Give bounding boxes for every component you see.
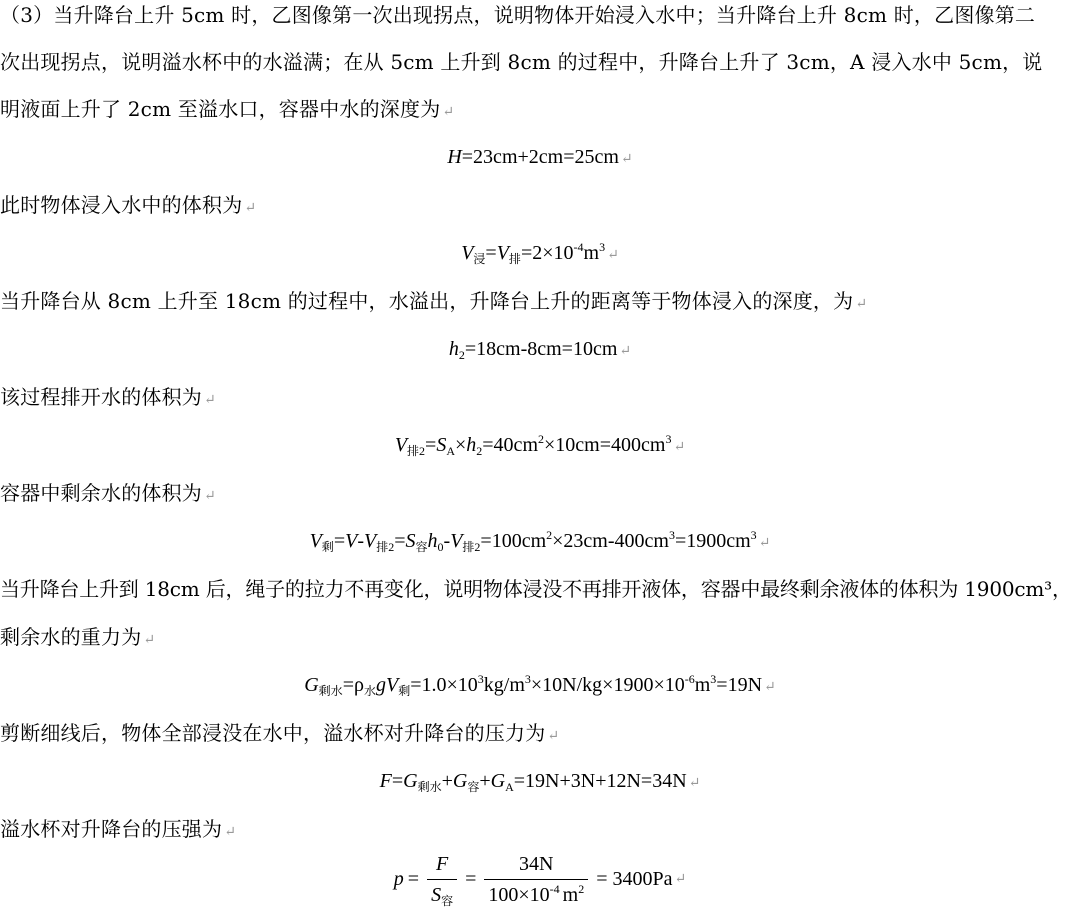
fraction-force-over-area — [427, 851, 457, 908]
eq-symbol: G — [403, 770, 418, 792]
eq-symbol: p — [393, 868, 404, 890]
fraction-numeric — [484, 851, 588, 908]
equation-gravity-G — [0, 670, 1080, 700]
paragraph-displaced-volume — [0, 382, 216, 412]
paragraph-text: 溢水杯对升降台的压强为 — [0, 817, 223, 841]
eq-symbol: V — [345, 530, 358, 552]
eq-operator: + — [479, 770, 491, 792]
eq-subscript: A — [505, 780, 514, 794]
fraction-denominator — [427, 880, 457, 908]
eq-rhs: =1900cm — [674, 530, 751, 552]
eq-subscript: 0 — [437, 540, 444, 554]
eq-rhs: =2×10 — [520, 242, 574, 264]
eq-operator: - — [357, 530, 364, 552]
eq-symbol: V — [461, 242, 474, 264]
eq-subscript: 2 — [476, 444, 483, 458]
eq-rhs: =23cm+2cm=25cm — [461, 146, 619, 168]
eq-exponent: 2 — [546, 528, 553, 542]
eq-rhs: =19N+3N+12N=34N — [513, 770, 687, 792]
eq-symbol: gV — [375, 674, 399, 696]
eq-exponent: 3 — [665, 432, 672, 446]
eq-symbol: V — [394, 434, 408, 456]
eq-operator: = — [425, 434, 437, 456]
fraction-numerator — [427, 851, 457, 880]
eq-exponent: 3 — [599, 240, 606, 254]
eq-operator: = — [465, 868, 477, 890]
eq-operator: = — [485, 242, 497, 264]
paragraph-text: 剪断细线后，物体全部浸没在水中，溢水杯对升降台的压力为 — [0, 721, 546, 745]
eq-exponent: 2 — [578, 882, 585, 896]
return-mark-icon: ↵ — [619, 344, 632, 359]
paragraph-final-volume-line-1: 当升降台上升到 18cm 后，绳子的拉力不再变化，说明物体浸没不再排开液体，容器中最终剩余液体的体积为 1900cm³， — [0, 577, 1072, 601]
eq-symbol: S — [436, 434, 447, 456]
eq-subscript: 排2 — [462, 540, 481, 554]
eq-operator: + — [441, 770, 453, 792]
fraction-numerator: 34N — [484, 851, 588, 880]
equation-v-pai2 — [0, 430, 1080, 460]
eq-rhs: ×10cm=400cm — [544, 434, 666, 456]
paragraph-text: 该过程排开水的体积为 — [0, 385, 202, 409]
equation-volume-V — [0, 238, 1080, 268]
eq-exponent: 2 — [538, 432, 544, 446]
return-mark-icon: ↵ — [620, 152, 633, 167]
equation-v-sheng — [0, 526, 1080, 556]
return-mark-icon: ↵ — [204, 488, 216, 504]
eq-exponent: -6 — [684, 672, 695, 686]
return-mark-icon: ↵ — [855, 296, 868, 312]
eq-symbol: h — [466, 434, 477, 456]
eq-symbol: S — [431, 884, 442, 906]
eq-operator: = — [394, 530, 406, 552]
paragraph-intro-line-3 — [0, 94, 454, 124]
return-mark-icon: ↵ — [764, 680, 776, 695]
eq-rhs: kg/m — [483, 674, 525, 696]
eq-subscript: 排 — [508, 252, 521, 266]
paragraph-text: 当升降台从 8cm 上升至 18cm 的过程中，水溢出，升降台上升的距离等于物体浸入的深度，为 — [0, 289, 854, 313]
eq-subscript: 剩 — [398, 684, 411, 698]
paragraph-intro-line-2: 次出现拐点，说明溢水杯中的水溢满；在从 5cm 上升到 8cm 的过程中，升降台上升了 3cm，A 浸入水中 5cm，说 — [0, 50, 1043, 74]
eq-symbol: G — [490, 770, 506, 792]
paragraph-intro-text: 明液面上升了 2cm 至溢水口，容器中水的深度为 — [0, 97, 441, 121]
eq-subscript: 排2 — [407, 444, 426, 458]
eq-symbol: H — [447, 146, 462, 168]
paragraph-submerged-volume — [0, 190, 256, 220]
eq-rhs: =40cm — [482, 434, 538, 456]
eq-subscript: A — [446, 444, 455, 458]
eq-subscript: 浸 — [473, 252, 486, 266]
eq-rhs: ×10N/kg×1900×10 — [530, 674, 685, 696]
eq-rhs: m — [583, 242, 600, 264]
return-mark-icon: ↵ — [244, 200, 257, 216]
eq-subscript: 2 — [458, 348, 465, 362]
fraction-denominator — [484, 880, 588, 908]
eq-rhs: =100cm — [480, 530, 547, 552]
return-mark-icon: ↵ — [674, 872, 687, 887]
eq-symbol: F — [379, 770, 392, 792]
paragraph-pressure-force — [0, 718, 559, 748]
eq-rhs: m — [694, 674, 711, 696]
eq-operator: × — [455, 434, 467, 456]
eq-operator: =ρ — [342, 674, 364, 696]
eq-symbol: h — [448, 338, 459, 360]
return-mark-icon: ↵ — [673, 440, 686, 455]
eq-symbol: S — [405, 530, 416, 552]
equation-pressure-p — [0, 850, 1080, 909]
equation-depth-H — [0, 142, 1080, 172]
eq-rhs: m — [562, 884, 579, 906]
eq-rhs: =19N — [716, 674, 763, 696]
paragraph-final-volume-line-2 — [0, 622, 155, 652]
eq-symbol: V — [309, 530, 322, 552]
eq-rhs: =18cm-8cm=10cm — [464, 338, 618, 360]
eq-exponent: 3 — [477, 672, 484, 686]
eq-operator: = — [407, 868, 420, 890]
return-mark-icon: ↵ — [547, 728, 560, 744]
eq-rhs: ×23cm-400cm — [552, 530, 669, 552]
eq-exponent: 3 — [750, 528, 757, 542]
eq-subscript: 容 — [467, 780, 480, 794]
eq-subscript: 水 — [363, 684, 376, 698]
eq-symbol: V — [496, 242, 509, 264]
return-mark-icon: ↵ — [143, 632, 156, 648]
eq-symbol: G — [304, 674, 319, 696]
paragraph-lift-range — [0, 286, 867, 316]
eq-subscript: 剩水 — [318, 684, 343, 698]
eq-subscript: 容 — [441, 894, 454, 908]
paragraph-text: 此时物体浸入水中的体积为 — [0, 193, 243, 217]
paragraph-remaining-volume — [0, 478, 216, 508]
eq-symbol: h — [427, 530, 438, 552]
eq-rhs: = 3400Pa — [596, 868, 673, 890]
eq-symbol: V — [363, 530, 377, 552]
equation-force-F — [0, 766, 1080, 796]
eq-symbol: V — [450, 530, 463, 552]
eq-operator: = — [333, 530, 346, 552]
return-mark-icon: ↵ — [224, 824, 237, 840]
paragraph-pressure — [0, 814, 236, 844]
eq-exponent: -4 — [573, 240, 584, 254]
return-mark-icon: ↵ — [688, 776, 701, 791]
eq-subscript: 剩水 — [417, 780, 442, 794]
eq-symbol: F — [435, 853, 449, 875]
paragraph-text: 剩余水的重力为 — [0, 625, 142, 649]
eq-exponent: 3 — [710, 672, 717, 686]
eq-operator: - — [443, 530, 451, 552]
eq-exponent: 3 — [524, 672, 531, 686]
eq-operator: = — [391, 770, 404, 792]
paragraph-intro-line-1: （3）当升降台上升 5cm 时，乙图像第一次出现拐点，说明物体开始浸入水中；当升降台上升 8cm 时，乙图像第二 — [0, 3, 1036, 27]
eq-exponent: 3 — [668, 528, 675, 542]
paragraph-text: 容器中剩余水的体积为 — [0, 481, 202, 505]
eq-symbol: G — [452, 770, 468, 792]
eq-subscript: 容 — [415, 540, 428, 554]
eq-rhs: 100×10 — [488, 884, 550, 906]
return-mark-icon: ↵ — [758, 536, 771, 551]
return-mark-icon: ↵ — [204, 392, 216, 408]
eq-rhs: =1.0×10 — [410, 674, 478, 696]
return-mark-icon: ↵ — [442, 104, 455, 120]
eq-subscript: 排2 — [376, 540, 395, 554]
eq-subscript: 剩 — [321, 540, 334, 554]
return-mark-icon: ↵ — [607, 248, 619, 263]
eq-exponent: -4 — [549, 882, 560, 896]
equation-h2 — [0, 334, 1080, 364]
